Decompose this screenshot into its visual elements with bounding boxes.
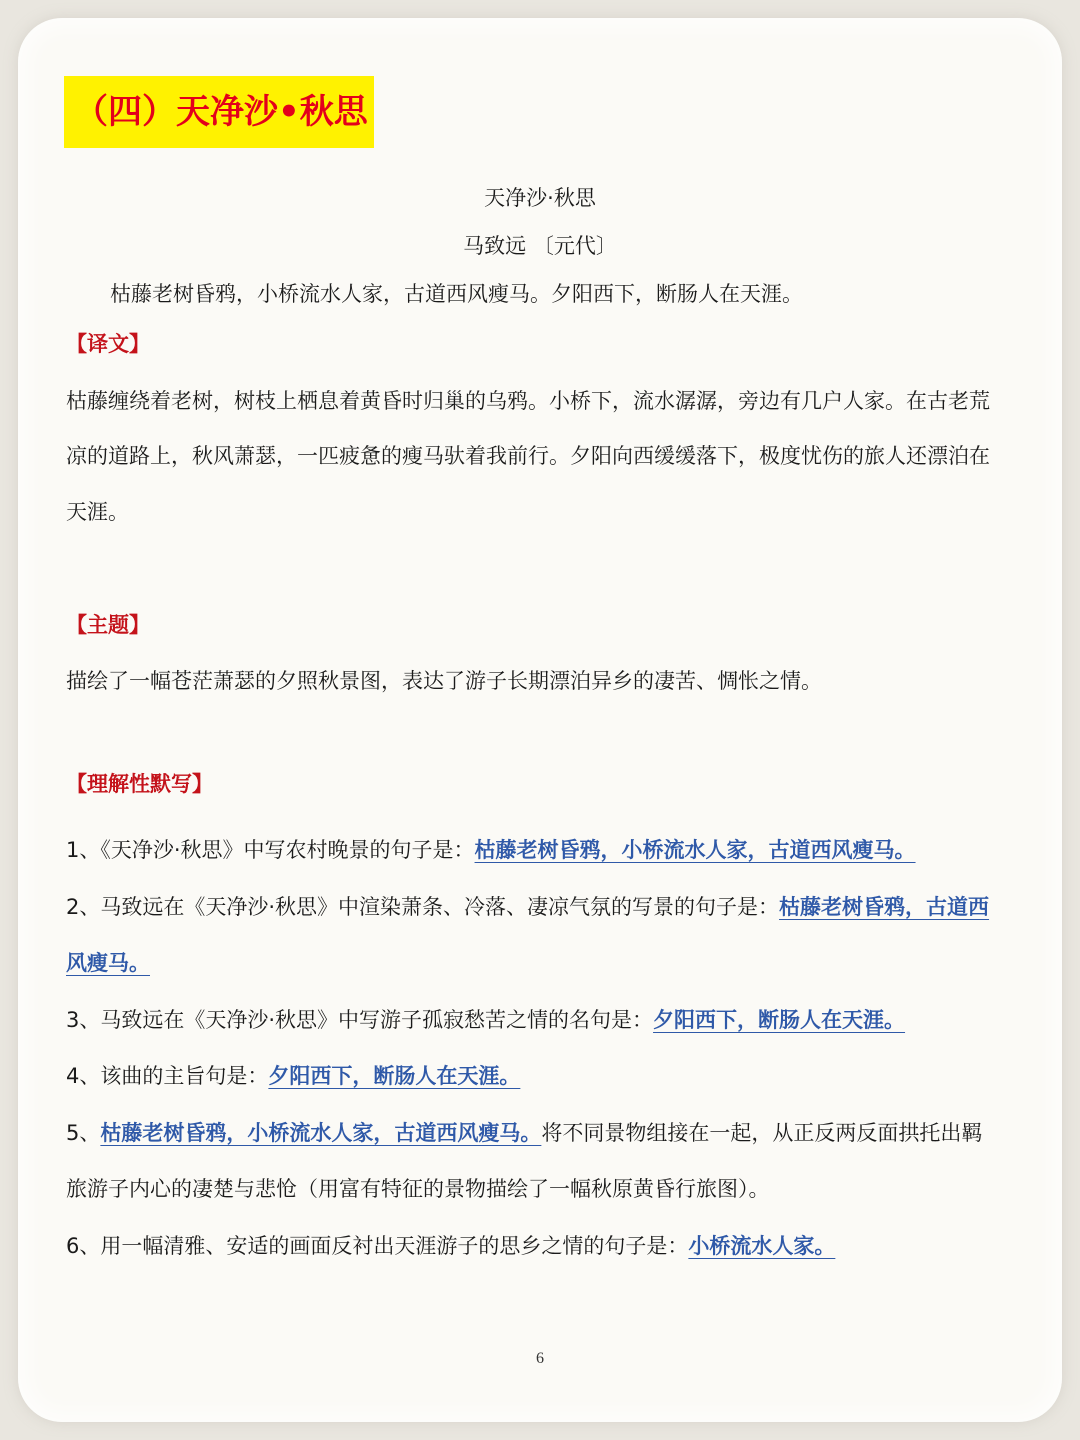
dictation-item-2-cont: [66, 949, 150, 977]
question-number: 5、: [66, 1121, 101, 1145]
dictation-item-5: [66, 1119, 982, 1147]
translation-line: 凉的道路上，秋风萧瑟，一匹疲惫的瘦马驮着我前行。夕阳向西缓缓落下，极度忧伤的旅人还漂泊在: [66, 444, 990, 468]
section-title: （四）天净沙•秋思: [64, 76, 374, 148]
theme-heading: 【主题】: [66, 613, 150, 637]
document-page: [18, 18, 1062, 1422]
question-text: 3、马致远在《天净沙·秋思》中写游子孤寂愁苦之情的名句是：: [66, 1008, 654, 1032]
question-text: 1、《天净沙·秋思》中写农村晚景的句子是：: [66, 838, 475, 862]
answer-text: 枯藤老树昏鸦，小桥流水人家，古道西风瘦马。: [100, 1121, 542, 1145]
translation-line: 枯藤缠绕着老树，树枝上栖息着黄昏时归巢的乌鸦。小桥下，流水潺潺，旁边有几户人家。在古老荒: [66, 389, 990, 413]
dictation-item-6: [66, 1232, 835, 1260]
question-text: 旅游子内心的凄楚与悲怆（用富有特征的景物描绘了一幅秋原黄昏行旅图）。: [66, 1177, 770, 1201]
dictation-item-3: [66, 1006, 905, 1034]
poem-title: 天净沙·秋思: [484, 186, 596, 210]
question-text: 4、该曲的主旨句是：: [66, 1064, 269, 1088]
dictation-heading: 【理解性默写】: [66, 772, 213, 796]
dictation-item-5-cont: [66, 1175, 770, 1203]
answer-text: 夕阳西下，断肠人在天涯。: [653, 1008, 906, 1032]
answer-text: 枯藤老树昏鸦，小桥流水人家，古道西风瘦马。: [474, 838, 916, 862]
question-text: 将不同景物组接在一起，从正反两反面拱托出羁: [541, 1121, 983, 1145]
answer-text: 夕阳西下，断肠人在天涯。: [268, 1064, 521, 1088]
question-text: 6、用一幅清雅、安适的画面反衬出天涯游子的思乡之情的句子是：: [66, 1234, 689, 1258]
poem-text: 枯藤老树昏鸦，小桥流水人家，古道西风瘦马。夕阳西下，断肠人在天涯。: [110, 282, 803, 306]
page-number: 6: [536, 1350, 544, 1367]
question-text: 2、马致远在《天净沙·秋思》中渲染萧条、冷落、凄凉气氛的写景的句子是：: [66, 895, 780, 919]
translation-line: 天涯。: [66, 500, 129, 524]
answer-text: 小桥流水人家。: [688, 1234, 836, 1258]
dictation-item-4: [66, 1062, 520, 1090]
dictation-item-2: [66, 893, 989, 921]
dictation-item-1: [66, 836, 916, 864]
theme-text: 描绘了一幅苍茫萧瑟的夕照秋景图，表达了游子长期漂泊异乡的凄苦、惆怅之情。: [66, 669, 822, 693]
poem-author: 马致远 〔元代〕: [463, 234, 617, 258]
translation-heading: 【译文】: [66, 332, 150, 356]
answer-text: 枯藤老树昏鸦，古道西: [779, 895, 990, 919]
answer-text: 风瘦马。: [66, 951, 150, 975]
